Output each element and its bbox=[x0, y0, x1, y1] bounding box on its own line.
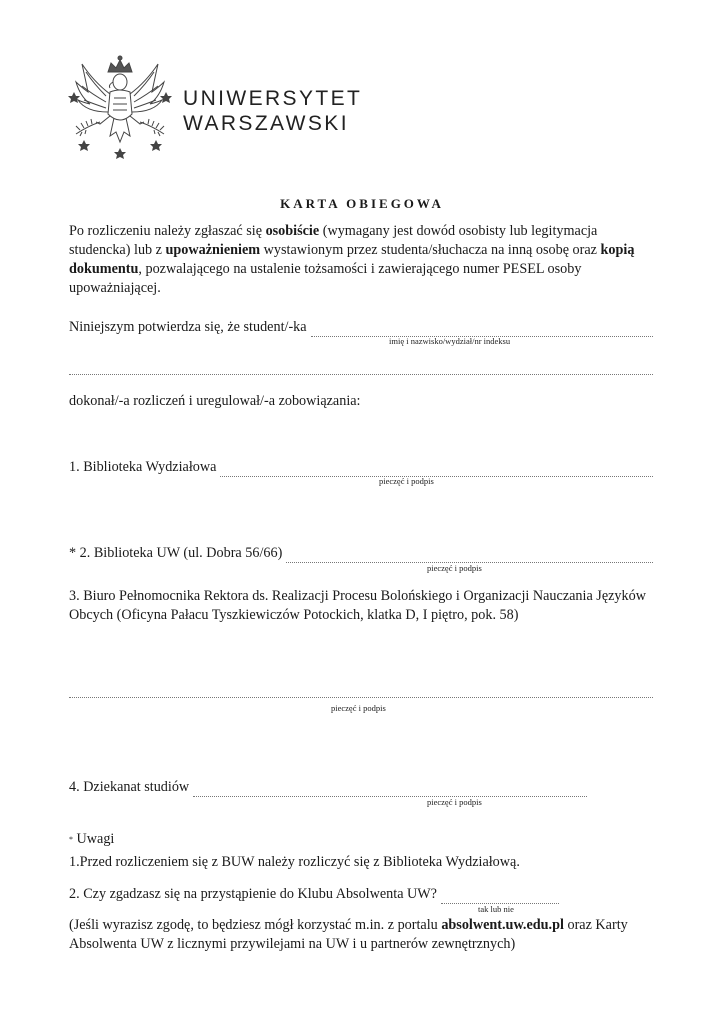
intro-bold-3: kopią dokumentu bbox=[69, 242, 635, 277]
item-bologna-office-hint: pieczęć i podpis bbox=[331, 703, 386, 713]
notes-title: Uwagi bbox=[73, 831, 115, 847]
note-3-text-2: oraz Karty Absolwenta UW z licznymi przywilejami na UW i u partnerów zewnętrznych) bbox=[69, 917, 628, 952]
note-2-label: 2. Czy zgadzasz się na przystąpienie do Klubu Absolwenta UW? bbox=[69, 886, 437, 902]
item-buw-library-field[interactable] bbox=[286, 549, 653, 563]
item-dean-office-hint: pieczęć i podpis bbox=[427, 797, 482, 807]
item-buw-library-hint: pieczęć i podpis bbox=[427, 563, 482, 573]
form-title: KARTA OBIEGOWA bbox=[280, 196, 444, 211]
item-buw-library-label: * 2. Biblioteka UW (ul. Dobra 56/66) bbox=[69, 545, 283, 561]
item-faculty-library bbox=[69, 458, 653, 477]
university-name-line1: UNIWERSYTET bbox=[183, 87, 363, 110]
intro-text-4: , pozwalającego na ustalenie tożsamości i zawierającego numer PESEL osoby upoważniającej. bbox=[69, 261, 582, 296]
university-name-line2: WARSZAWSKI bbox=[183, 112, 349, 135]
notes-asterisk: * bbox=[69, 835, 73, 844]
item-faculty-library-label: 1. Biblioteka Wydziałowa bbox=[69, 459, 217, 475]
alumni-club-hint: tak lub nie bbox=[478, 904, 514, 914]
intro-paragraph bbox=[69, 222, 659, 298]
item-bologna-office-field[interactable] bbox=[69, 696, 653, 698]
intro-bold-2: upoważnieniem bbox=[165, 242, 261, 258]
eagle-crest-icon bbox=[66, 52, 174, 162]
student-name-field[interactable] bbox=[311, 323, 653, 337]
note-2-row bbox=[69, 885, 559, 904]
note-3 bbox=[69, 916, 659, 954]
intro-text-2: (wymagany jest dowód osobisty lub legitymacja studencka) lub z bbox=[69, 223, 598, 258]
student-name-hint: imię i nazwisko/wydział/nr indeksu bbox=[389, 336, 511, 346]
item-dean-office-field[interactable] bbox=[193, 783, 587, 797]
item-dean-office-label: 4. Dziekanat studiów bbox=[69, 779, 190, 795]
alumni-club-answer-field[interactable] bbox=[441, 890, 559, 904]
note-3-text-1: (Jeśli wyrazisz zgodę, to będziesz mógł korzystać m.in. z portalu bbox=[69, 917, 442, 933]
item-dean-office bbox=[69, 778, 587, 797]
note-1: 1.Przed rozliczeniem się z BUW należy rozliczyć się z Biblioteka Wydziałową. bbox=[69, 854, 520, 870]
notes-heading bbox=[69, 830, 659, 849]
item-bologna-office-label: 3. Biuro Pełnomocnika Rektora ds. Realizacji Procesu Bolońskiego i Organizacji Nauczania Języków Obcych (Oficyna Pałacu Tyszkiewiczów Potockich, klatka D, I piętro, pok. 58) bbox=[69, 588, 646, 623]
university-logo bbox=[66, 52, 174, 162]
intro-text-3: wystawionym przez studenta/słuchacza na inną osobę oraz bbox=[260, 242, 601, 258]
item-faculty-library-hint: pieczęć i podpis bbox=[379, 476, 434, 486]
item-buw-library bbox=[69, 544, 653, 563]
student-confirm-row bbox=[69, 318, 653, 337]
intro-text-1: Po rozliczeniu należy zgłaszać się bbox=[69, 223, 266, 239]
item-faculty-library-field[interactable] bbox=[220, 463, 653, 477]
student-confirm-label: Niniejszym potwierdza się, że student/-ka bbox=[69, 319, 307, 335]
student-continuation-field[interactable] bbox=[69, 373, 653, 375]
university-name bbox=[183, 86, 362, 136]
intro-bold-1: osobiście bbox=[265, 223, 320, 239]
alumni-portal-link: absolwent.uw.edu.pl bbox=[441, 917, 564, 933]
settled-statement: dokonał/-a rozliczeń i uregulował/-a zobowiązania: bbox=[69, 393, 361, 409]
